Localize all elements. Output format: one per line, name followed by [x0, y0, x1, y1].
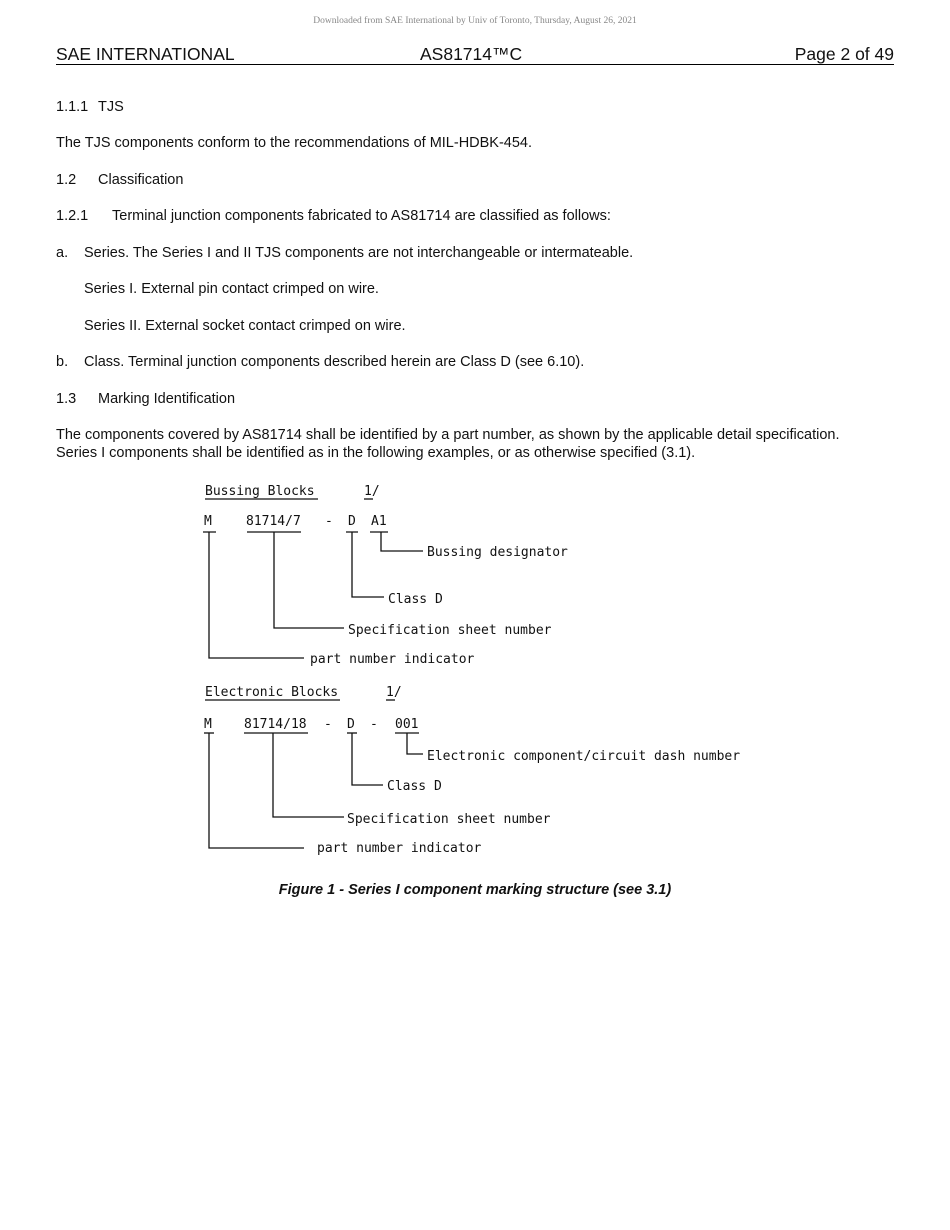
bussing-part-m: M: [204, 514, 212, 529]
bussing-label-indicator: part number indicator: [310, 652, 475, 667]
bussing-note: 1/: [364, 484, 380, 499]
electronic-label-class: Class D: [387, 779, 442, 794]
bussing-indicator-connector: [203, 532, 304, 658]
electronic-heading: Electronic Blocks: [205, 685, 339, 700]
electronic-part-class: D: [347, 717, 355, 732]
section-number: 1.2.1: [56, 208, 89, 224]
electronic-part-number: 001: [395, 717, 419, 732]
bussing-label-class: Class D: [388, 592, 443, 607]
electronic-note: 1/: [386, 685, 402, 700]
bussing-class-connector: [346, 532, 384, 597]
series-1-description: Series I. External pin contact crimped on wire.: [84, 281, 379, 297]
electronic-part-dash-1: -: [324, 717, 332, 732]
electronic-indicator-connector: [209, 733, 304, 848]
electronic-label-indicator: part number indicator: [317, 841, 482, 856]
bussing-part-designator: A1: [371, 514, 387, 529]
section-number: 1.1.1: [56, 99, 89, 115]
electronic-dash-connector: [407, 733, 423, 754]
electronic-label-dash: Electronic component/circuit dash number: [427, 749, 741, 764]
figure-caption: Figure 1 - Series I component marking structure (see 3.1): [278, 882, 672, 898]
electronic-part-spec: 81714/18: [244, 717, 307, 732]
paragraph-marking-line-2: Series I components shall be identified as in the following examples, or as otherwise specified (3.1).: [56, 445, 696, 461]
list-label: a.: [56, 245, 69, 261]
electronic-label-sheet: Specification sheet number: [347, 812, 551, 827]
bussing-label-sheet: Specification sheet number: [348, 623, 552, 638]
section-title: Marking Identification: [98, 391, 236, 407]
bussing-label-designator: Bussing designator: [427, 545, 568, 560]
section-number: 1.2: [56, 172, 77, 188]
electronic-part-dash-2: -: [370, 717, 378, 732]
download-watermark: Downloaded from SAE International by Univ of Toronto, Thursday, August 26, 2021: [313, 16, 637, 26]
bussing-designator-connector: [370, 532, 423, 551]
bussing-part-class: D: [348, 514, 356, 529]
bussing-sheet-connector: [247, 532, 344, 628]
section-title: Classification: [98, 172, 184, 188]
list-text: Series. The Series I and II TJS components are not interchangeable or intermateable.: [84, 245, 634, 261]
series-2-description: Series II. External socket contact crimped on wire.: [84, 318, 406, 334]
section-title: TJS: [98, 99, 124, 115]
header-page-number: Page 2 of 49: [794, 44, 894, 64]
bussing-heading: Bussing Blocks: [205, 484, 315, 499]
list-text: Class. Terminal junction components described herein are Class D (see 6.10).: [84, 354, 585, 370]
paragraph-marking-line-1: The components covered by AS81714 shall be identified by a part number, as shown by the applicable detail specification.: [56, 427, 840, 443]
list-label: b.: [56, 354, 69, 370]
bussing-part-dash: -: [325, 514, 333, 529]
section-number: 1.3: [56, 391, 77, 407]
section-text: Terminal junction components fabricated to AS81714 are classified as follows:: [112, 208, 611, 224]
bussing-part-spec: 81714/7: [246, 514, 301, 529]
header-doc-number: AS81714™C: [420, 44, 523, 64]
electronic-class-connector: [352, 733, 383, 785]
electronic-sheet-connector: [273, 733, 344, 817]
header-org: SAE INTERNATIONAL: [56, 44, 235, 64]
electronic-part-m: M: [204, 717, 212, 732]
paragraph-tjs: The TJS components conform to the recommendations of MIL-HDBK-454.: [56, 135, 533, 151]
